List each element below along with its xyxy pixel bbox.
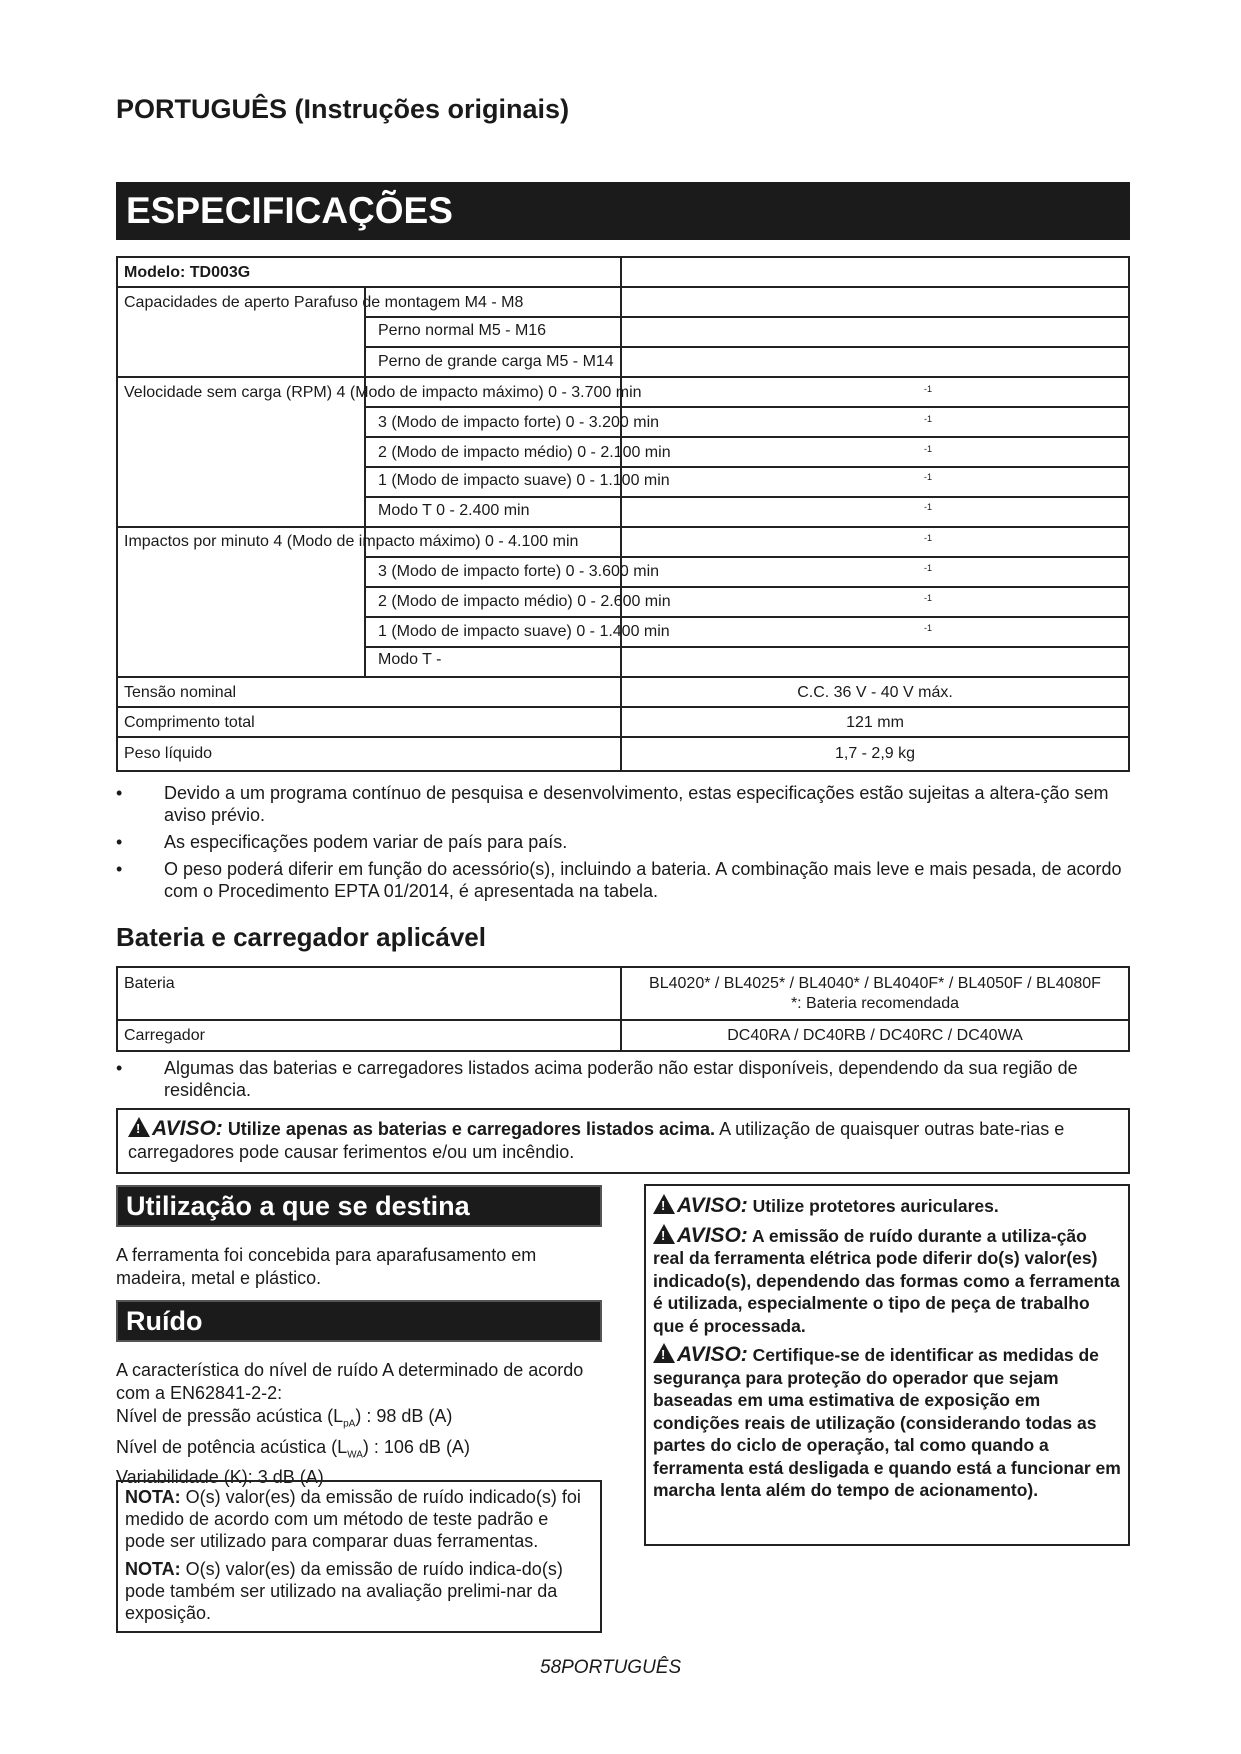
warning-icon bbox=[653, 1194, 675, 1214]
noise-intro: A característica do nível de ruído A determinado de acordo com a EN62841-2-2: bbox=[116, 1360, 584, 1403]
charger-label: Carregador bbox=[124, 1027, 205, 1044]
spec-row-label: Tensão nominal bbox=[124, 684, 237, 701]
specifications-heading: ESPECIFICAÇÕES bbox=[116, 182, 1130, 240]
spec-row-label: Impactos por minuto 4 (Modo de impacto máximo) 0 - 4.100 min bbox=[124, 533, 579, 550]
warning-text: Certifique-se de identificar as medidas de segurança para proteção do operador que sejam baseadas em uma estimativa de exposição em condições reais de utilização (considerando todas as partes do ciclo de operação, tal como quando a ferramenta está desligada e quando está a funcionar em marcha lenta além do tempo de acionamento). bbox=[653, 1345, 1121, 1500]
warning-icon bbox=[653, 1224, 675, 1244]
superscript: -1 bbox=[924, 623, 933, 633]
superscript: -1 bbox=[924, 414, 933, 424]
note-item: • Algumas das baterias e carregadores listados acima poderão não estar disponíveis, dependendo da sua região de residência. bbox=[116, 1057, 1130, 1101]
superscript: -1 bbox=[924, 533, 933, 543]
note-item: • Devido a um programa contínuo de pesquisa e desenvolvimento, estas especificações estão sujeitas a altera-ção sem aviso prévio. bbox=[116, 782, 1130, 826]
spec-row-label: Perno normal M5 - M16 bbox=[378, 322, 547, 339]
power-subscript: WA bbox=[347, 1449, 363, 1461]
spec-row-label: 3 (Modo de impacto forte) 0 - 3.600 min bbox=[378, 563, 660, 580]
superscript: -1 bbox=[924, 444, 933, 454]
noise-pressure-level bbox=[116, 1405, 606, 1436]
noise-uncertainty: Variabilidade (K): 3 dB (A) bbox=[116, 1467, 324, 1488]
noise-values bbox=[116, 1359, 606, 1489]
nota-item bbox=[125, 1486, 593, 1552]
charger-models: DC40RA / DC40RB / DC40RC / DC40WA bbox=[727, 1027, 1023, 1044]
warning-text: Utilize protetores auriculares. bbox=[752, 1196, 999, 1216]
spec-row-label: Modo T 0 - 2.400 min bbox=[378, 502, 530, 519]
pressure-label: Nível de pressão acústica (L bbox=[116, 1406, 344, 1426]
warning-icon bbox=[653, 1343, 675, 1363]
warning-text: A emissão de ruído durante a utiliza-ção real da ferramenta elétrica pode diferir do(s) valor(es) indicado(s), dependendo das formas como a ferramenta é utilizada, especialmente o tipo de peça de trabalho que é processada. bbox=[653, 1225, 1120, 1336]
noise-heading: Ruído bbox=[116, 1300, 602, 1342]
spec-row-label: Modo T - bbox=[378, 651, 442, 668]
superscript: -1 bbox=[924, 502, 933, 512]
superscript: -1 bbox=[924, 563, 933, 573]
warning-item bbox=[653, 1343, 1121, 1502]
nota-item bbox=[125, 1558, 593, 1624]
noise-power-level bbox=[116, 1436, 606, 1467]
note-item: • As especificações podem variar de país para país. bbox=[116, 831, 1130, 853]
spec-row-value: 121 mm bbox=[846, 714, 904, 731]
page-number: 58PORTUGUÊS bbox=[540, 1657, 682, 1678]
warning-bold-text: Utilize apenas as baterias e carregadores listados acima. bbox=[227, 1119, 716, 1139]
spec-row-label: 2 (Modo de impacto médio) 0 - 2.600 min bbox=[378, 593, 671, 610]
battery-warning-box bbox=[116, 1108, 1130, 1174]
superscript: -1 bbox=[924, 384, 933, 394]
battery-label: Bateria bbox=[124, 975, 175, 992]
power-label: Nível de potência acústica (L bbox=[116, 1436, 348, 1457]
pressure-value: ) : 98 dB (A) bbox=[355, 1406, 453, 1426]
warning-label: AVISO: bbox=[677, 1194, 748, 1217]
spec-row-value: 1,7 - 2,9 kg bbox=[834, 745, 916, 762]
warning-text: A utilização de quaisquer outras bate-rias e carregadores pode causar ferimentos e/ou um incêndio. bbox=[128, 1119, 1065, 1162]
specification-notes bbox=[116, 782, 1130, 907]
spec-row-label: Comprimento total bbox=[124, 714, 255, 731]
warning-icon bbox=[128, 1117, 150, 1137]
spec-row-label: 1 (Modo de impacto suave) 0 - 1.400 min bbox=[378, 623, 670, 640]
spec-row-value: C.C. 36 V - 40 V máx. bbox=[797, 684, 953, 701]
warning-label: AVISO: bbox=[677, 1343, 748, 1366]
superscript: -1 bbox=[924, 593, 933, 603]
spec-row-label: 1 (Modo de impacto suave) 0 - 1.100 min bbox=[378, 472, 670, 489]
intended-use-text: A ferramenta foi concebida para aparafusamento em madeira, metal e plástico. bbox=[116, 1245, 537, 1288]
power-value: ) : 106 dB (A) bbox=[362, 1436, 470, 1457]
battery-charger-heading: Bateria e carregador aplicável bbox=[116, 922, 486, 952]
warning-label: AVISO: bbox=[677, 1223, 748, 1247]
nota-label: NOTA: bbox=[125, 1559, 181, 1579]
specifications-table bbox=[116, 256, 1130, 772]
spec-row-label: Velocidade sem carga (RPM) 4 (Modo de impacto máximo) 0 - 3.700 min bbox=[124, 384, 642, 401]
battery-models: BL4020* / BL4025* / BL4040* / BL4040F* / BL4050F / BL4080F bbox=[649, 975, 1101, 992]
spec-row-label: 2 (Modo de impacto médio) 0 - 2.100 min bbox=[378, 444, 671, 461]
model-label: Modelo: TD003G bbox=[124, 264, 251, 281]
intended-use-heading: Utilização a que se destina bbox=[116, 1185, 602, 1227]
note-item: • O peso poderá diferir em função do acessório(s), incluindo a bateria. A combinação mais leve e mais pesada, de acordo com o Procedimento EPTA 01/2014, é apresentada na tabela. bbox=[116, 858, 1130, 902]
noise-warnings-box bbox=[644, 1184, 1130, 1546]
battery-recommended-note: *: Bateria recomendada bbox=[790, 995, 960, 1012]
nota-text: O(s) valor(es) da emissão de ruído indicado(s) foi medido de acordo com um método de teste padrão e pode ser utilizado para comparar duas ferramentas. bbox=[125, 1487, 581, 1551]
nota-text: O(s) valor(es) da emissão de ruído indica-do(s) pode também ser utilizado na avaliação prelimi-nar da exposição. bbox=[125, 1559, 563, 1623]
battery-charger-table bbox=[116, 966, 1130, 1052]
spec-row-label: 3 (Modo de impacto forte) 0 - 3.200 min bbox=[378, 414, 660, 431]
spec-row-label: Peso líquido bbox=[124, 745, 213, 762]
superscript: -1 bbox=[924, 472, 933, 482]
nota-label: NOTA: bbox=[125, 1487, 181, 1507]
warning-item bbox=[653, 1224, 1121, 1338]
noise-notes-box bbox=[116, 1480, 602, 1633]
spec-row-label: Capacidades de aperto Parafuso de montagem M4 - M8 bbox=[124, 294, 524, 311]
page-language-title: PORTUGUÊS (Instruções originais) bbox=[116, 94, 570, 124]
spec-row-label: Perno de grande carga M5 - M14 bbox=[378, 353, 614, 370]
warning-item bbox=[653, 1194, 1121, 1218]
pressure-subscript: pA bbox=[343, 1418, 356, 1430]
warning-label: AVISO: bbox=[152, 1117, 223, 1140]
battery-notes bbox=[116, 1057, 1130, 1106]
